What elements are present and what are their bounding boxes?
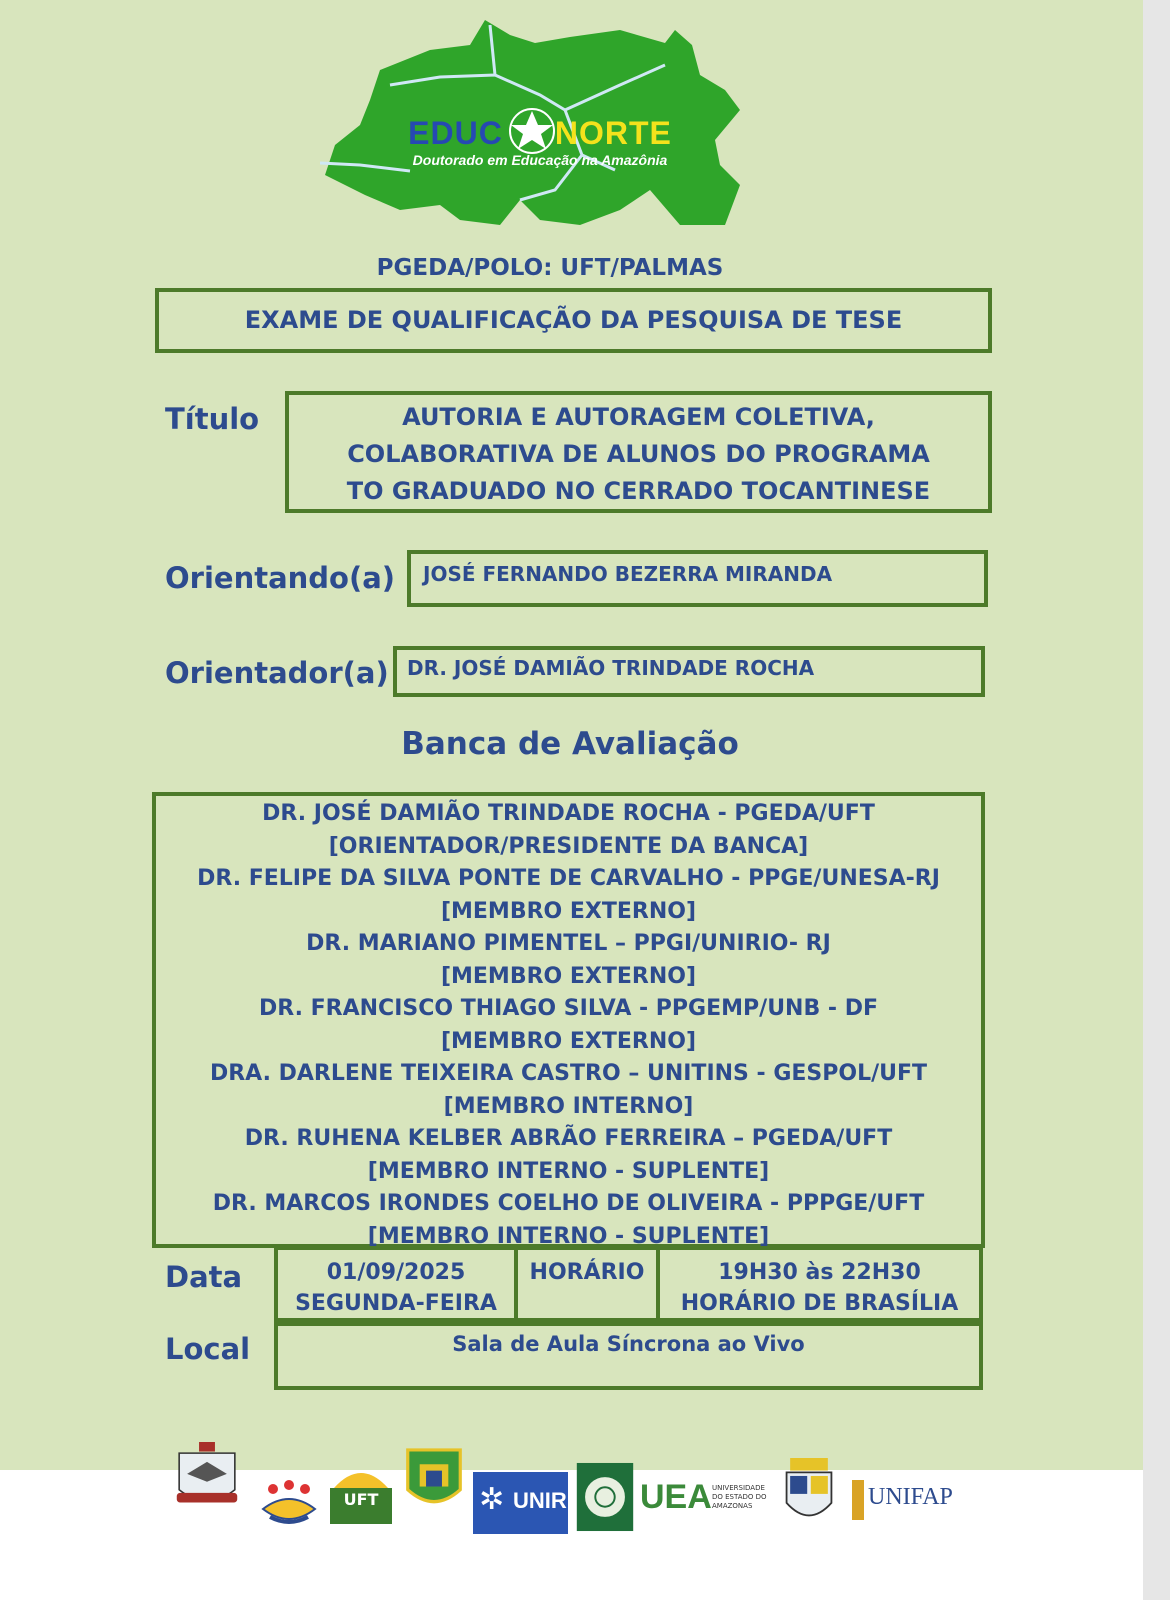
- banca-line: DR. JOSÉ DAMIÃO TRINDADE ROCHA - PGEDA/UFT: [262, 801, 875, 826]
- logo-title-educ: EDUC: [408, 115, 503, 151]
- ufac-crest-icon: [780, 1458, 838, 1528]
- logo-title-norte: NORTE: [554, 115, 672, 151]
- banca-line: [MEMBRO INTERNO - SUPLENTE]: [367, 1158, 770, 1184]
- uft-text: UFT: [343, 1490, 379, 1509]
- orientador-label: Orientador(a): [165, 656, 389, 690]
- educanorte-logo: [320, 15, 760, 250]
- local-box: [274, 1322, 983, 1390]
- uft-crest-icon: [396, 1442, 472, 1512]
- banca-line: [ORIENTADOR/PRESIDENTE DA BANCA]: [328, 833, 809, 859]
- uea-logo: [640, 1478, 770, 1528]
- date-cell: [274, 1246, 518, 1322]
- data-label: Data: [165, 1260, 243, 1294]
- time-value: 19H30 às 22H30: [718, 1260, 921, 1285]
- banca-line: DR. MARIANO PIMENTEL – PPGI/UNIRIO- RJ: [306, 931, 831, 956]
- unir-seal-icon: [167, 1442, 247, 1512]
- banca-line: [MEMBRO INTERNO]: [443, 1093, 694, 1119]
- date-value: 01/09/2025: [326, 1260, 466, 1285]
- logo-title: [320, 115, 760, 152]
- uft-logo: [326, 1458, 396, 1530]
- banca-line: DR. RUHENA KELBER ABRÃO FERREIRA – PGEDA/UFT: [244, 1126, 893, 1151]
- polo-heading: PGEDA/POLO: UFT/PALMAS: [376, 255, 724, 281]
- banca-members: [156, 796, 981, 1253]
- unifap-logo: [852, 1478, 952, 1526]
- banca-box: [152, 792, 985, 1248]
- state-emblem-icon: [258, 1470, 320, 1540]
- orientando-box: [407, 550, 988, 607]
- unifap-torch-icon: [852, 1480, 864, 1520]
- page-edge: [1143, 0, 1170, 1600]
- titulo-line: TO GRADUADO NO CERRADO TOCANTINESE: [346, 477, 931, 505]
- banca-line: [MEMBRO EXTERNO]: [440, 963, 697, 989]
- time-cell: [656, 1246, 983, 1322]
- banca-heading: Banca de Avaliação: [401, 726, 739, 762]
- unir-text: UNIR: [513, 1488, 567, 1513]
- orientador-box: [393, 646, 985, 697]
- titulo-label: Título: [165, 402, 260, 436]
- banca-line: [MEMBRO INTERNO - SUPLENTE]: [367, 1223, 770, 1249]
- orientador-value: DR. JOSÉ DAMIÃO TRINDADE ROCHA: [407, 656, 815, 680]
- uea-subtitle: UNIVERSIDADE DO ESTADO DO AMAZONAS: [712, 1484, 767, 1510]
- orientando-label: Orientando(a): [165, 561, 396, 595]
- banca-line: DR. MARCOS IRONDES COELHO DE OLIVEIRA - PPPGE/UFT: [212, 1191, 925, 1216]
- exam-title: EXAME DE QUALIFICAÇÃO DA PESQUISA DE TESE: [244, 306, 903, 334]
- local-value: Sala de Aula Síncrona ao Vivo: [452, 1332, 805, 1356]
- uea-text: UEA: [640, 1478, 712, 1516]
- unir-logo: [473, 1472, 568, 1534]
- horario-label: HORÁRIO: [529, 1260, 645, 1285]
- banca-line: DRA. DARLENE TEIXEIRA CASTRO – UNITINS - GESPOL/UFT: [209, 1061, 928, 1086]
- horario-label-cell: [514, 1246, 660, 1322]
- weekday-value: SEGUNDA-FEIRA: [295, 1291, 497, 1316]
- titulo-box: [285, 391, 992, 513]
- local-label: Local: [165, 1332, 251, 1366]
- banca-line: DR. FRANCISCO THIAGO SILVA - PPGEMP/UNB - DF: [259, 996, 878, 1021]
- unifap-text: UNIFAP: [868, 1484, 953, 1510]
- banca-line: [MEMBRO EXTERNO]: [440, 898, 697, 924]
- unir-star-icon: ✲: [479, 1482, 505, 1517]
- orientando-value: JOSÉ FERNANDO BEZERRA MIRANDA: [423, 562, 833, 586]
- banca-line: [MEMBRO EXTERNO]: [440, 1028, 697, 1054]
- banca-line: DR. FELIPE DA SILVA PONTE DE CARVALHO - PPGE/UNESA-RJ: [197, 866, 940, 891]
- timezone-value: HORÁRIO DE BRASÍLIA: [680, 1291, 959, 1316]
- exam-title-box: [155, 288, 992, 353]
- titulo-line: COLABORATIVA DE ALUNOS DO PROGRAMA: [347, 440, 930, 468]
- titulo-text: [289, 395, 988, 510]
- titulo-line: AUTORIA E AUTORAGEM COLETIVA,: [402, 403, 875, 431]
- green-seal-icon: [575, 1462, 635, 1532]
- logo-subtitle: Doutorado em Educação na Amazônia: [412, 152, 668, 168]
